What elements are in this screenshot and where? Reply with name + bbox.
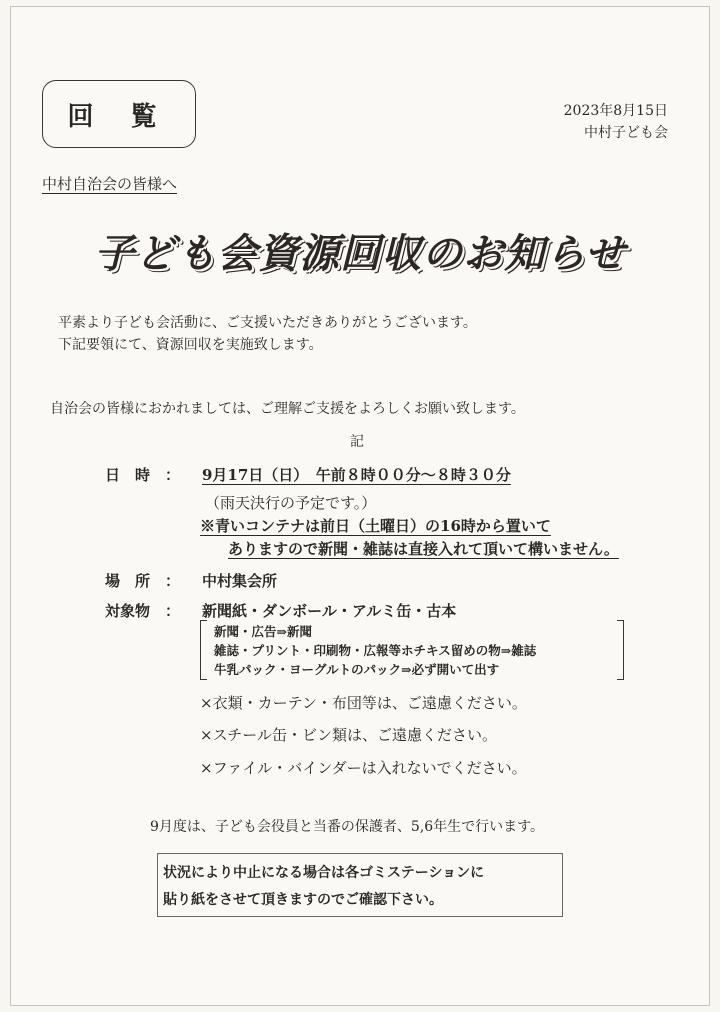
items-detail-1: 新聞・広告⇒新聞: [214, 624, 312, 639]
schedule-label: 日 時 ：: [105, 466, 181, 484]
kairan-box: [42, 80, 196, 148]
document-title: 子ども会資源回収のお知らせ: [94, 231, 626, 277]
schedule-datetime: 9月17日（日） 午前８時００分～８時３０分: [202, 466, 511, 484]
exclusion-item: ×ファイル・バインダーは入れないでください。: [200, 759, 527, 777]
rain-note: （雨天決行の予定です。）: [205, 494, 377, 512]
container-note-1: ※青いコンテナは前日（土曜日）の16時から置いて: [200, 517, 551, 535]
exclusion-item: ×スチール缶・ビン類は、ご遠慮ください。: [200, 726, 497, 744]
staff-note: 9月度は、子ども会役員と当番の保護者、5,6年生で行います。: [150, 819, 545, 835]
container-note-2: ありますので新聞・雑誌は直接入れて頂いて構いません。: [228, 540, 619, 558]
intro-line-1: 平素より子ども会活動に、ご支援いただきありがとうございます。: [58, 315, 477, 331]
items-value: 新聞紙・ダンボール・アルミ缶・古本: [202, 602, 457, 620]
intro-line-2: 下記要領にて、資源回収を実施致します。: [58, 337, 323, 353]
addressee: 中村自治会の皆様へ: [42, 175, 178, 193]
ki-mark: 記: [350, 434, 364, 450]
request-line: 自治会の皆様におかれましては、ご理解ご支援をよろしくお願い致します。: [50, 401, 525, 417]
items-detail-3: 牛乳パック・ヨーグルトのパック⇒必ず開いて出す: [214, 662, 500, 677]
exclusion-item: ×衣類・カーテン・布団等は、ご遠慮ください。: [200, 694, 527, 712]
place-label: 場 所 ：: [105, 572, 181, 590]
kairan-label: 回 覧: [67, 101, 171, 132]
notice-line-2: 貼り紙をさせて頂きますのでご確認下さい。: [163, 892, 443, 908]
notice-line-1: 状況により中止になる場合は各ゴミステーションに: [163, 865, 485, 881]
place-value: 中村集会所: [202, 572, 278, 590]
items-label: 対象物 ：: [105, 602, 181, 620]
items-detail-2: 雑誌・プリント・印刷物・広報等ホチキス留めの物⇒雑誌: [214, 643, 537, 658]
issue-date: 2023年8月15日: [563, 103, 668, 119]
sender-name: 中村子ども会: [584, 125, 668, 141]
